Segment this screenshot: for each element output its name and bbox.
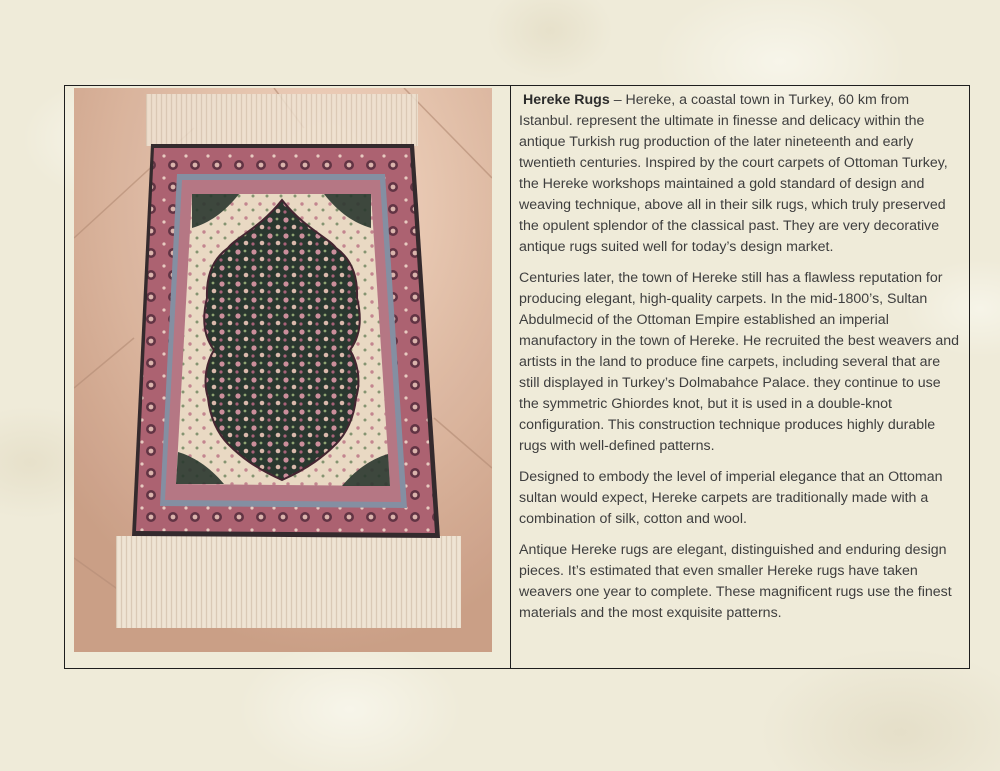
article-text [511,86,969,668]
rug-photo [74,88,492,652]
paragraph-intro [519,90,963,258]
paragraph-intro-body: – Hereke, a coastal town in Turkey, 60 km from Istanbul. represent the ultimate in finesse and delicacy within the antique Turkish rug production of the later nineteenth and early twentieth centuries. Inspired by the court carpets of Ottoman Turkey, the Hereke workshops maintained a gold standard of design and weaving technique, above all in their silk rugs, which truly preserved the opulent splendor of the classical past. They are very decorative antique rugs suited well for today’s design market. [519,92,948,255]
paragraph-history: Centuries later, the town of Hereke still has a flawless reputation for producing elegant, high-quality carpets. In the mid-1800’s, Sultan Abdulmecid of the Ottoman Empire established an imperial manufactory in the town of Hereke. He recruited the best weavers and artists in the land to produce fine carpets, including several that are still displayed in Turkey’s Dolmabahce Palace. they continue to use the symmetric Ghiordes knot, but it is used in a double-knot configuration. This construction technique produces highly durable rugs with well-defined patterns. [519,270,960,454]
content-frame [64,85,970,669]
photo-cell [65,86,511,668]
article-title: Hereke Rugs [523,92,610,108]
paragraph-materials: Designed to embody the level of imperial elegance that an Ottoman sultan would expect, Hereke carpets are traditionally made with a combination of silk, cotton and wool. [519,469,943,527]
paragraph-antique: Antique Hereke rugs are elegant, distinguished and enduring design pieces. It’s estimated that even smaller Hereke rugs have taken weavers one year to complete. These magnificent rugs use the finest materials and the most exquisite patterns. [519,542,952,621]
